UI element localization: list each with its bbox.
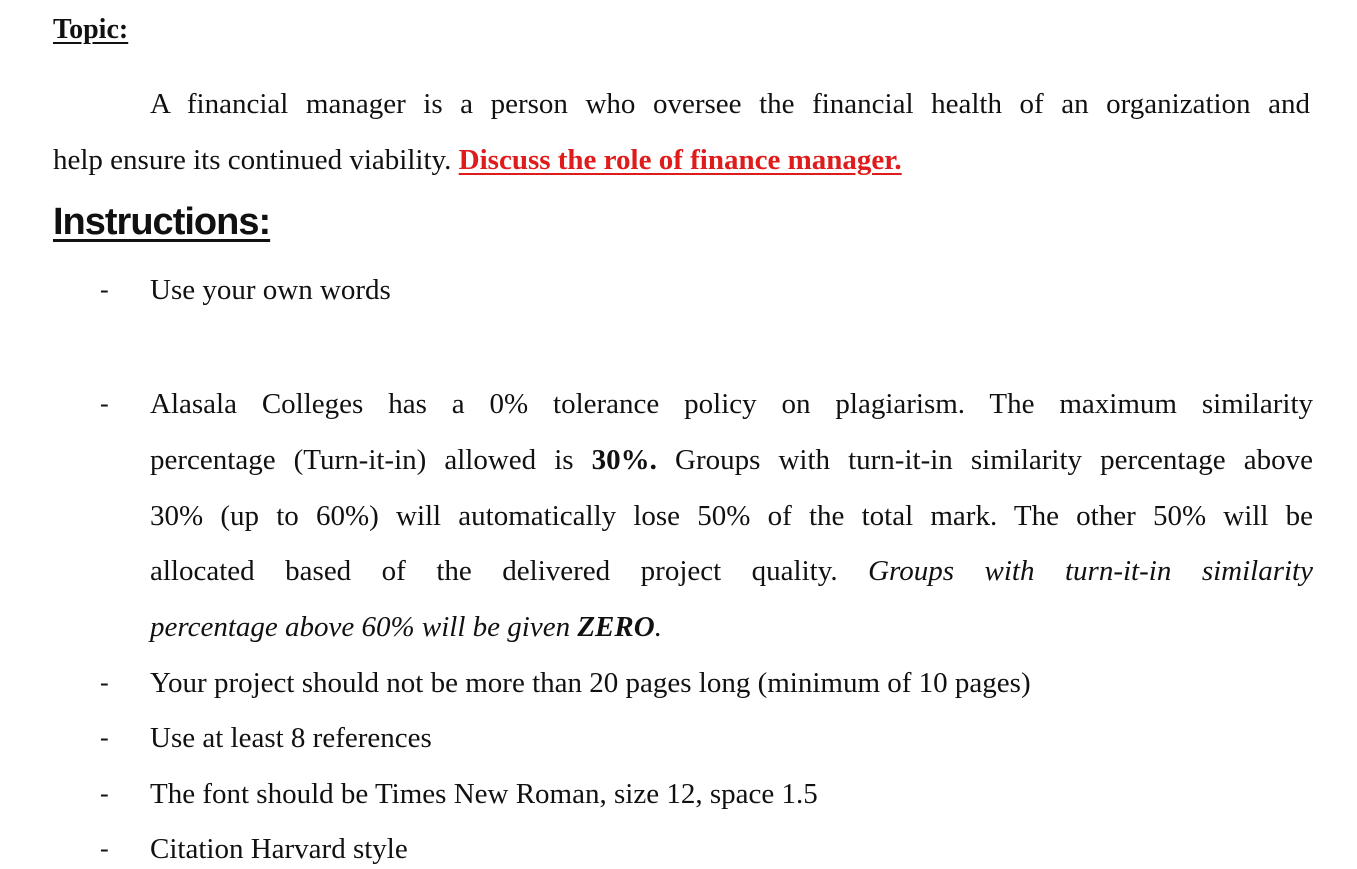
plagiarism-italic-text: percentage above 60% will be given	[150, 611, 571, 643]
topic-heading: Topic:	[53, 14, 129, 45]
plagiarism-text: allocated based of the delivered project quality.	[150, 555, 838, 587]
similarity-limit: 30%.	[591, 444, 657, 476]
plagiarism-line-5	[150, 607, 662, 647]
bullet-dash: -	[100, 389, 109, 418]
plagiarism-text: Groups with turn-it-in similarity percentage above	[675, 444, 1313, 476]
zero-emphasis: ZERO	[577, 611, 655, 643]
instruction-references: Use at least 8 references	[150, 722, 432, 754]
bullet-dash: -	[100, 668, 109, 697]
plagiarism-line-2	[150, 440, 1313, 480]
instruction-citation: Citation Harvard style	[150, 833, 408, 865]
bullet-dash: -	[100, 834, 109, 863]
instruction-font: The font should be Times New Roman, size 12, space 1.5	[150, 778, 818, 810]
instructions-heading: Instructions:	[53, 201, 271, 243]
bullet-dash: -	[100, 779, 109, 808]
task-statement: Discuss the role of finance manager.	[458, 144, 902, 176]
instruction-page-limit: Your project should not be more than 20 pages long (minimum of 10 pages)	[150, 667, 1031, 699]
instruction-own-words: Use your own words	[150, 274, 391, 306]
intro-paragraph-line-2	[53, 140, 902, 180]
intro-paragraph-line-1: A financial manager is a person who oversee the financial health of an organization and	[150, 88, 1310, 120]
plagiarism-italic-text: Groups with turn-it-in similarity	[868, 555, 1313, 587]
plagiarism-line-1: Alasala Colleges has a 0% tolerance policy on plagiarism. The maximum similarity	[150, 388, 1313, 420]
bullet-dash: -	[100, 723, 109, 752]
plagiarism-line-3: 30% (up to 60%) will automatically lose 50% of the total mark. The other 50% will be	[150, 500, 1313, 532]
period: .	[654, 611, 662, 643]
plagiarism-line-4	[150, 551, 1313, 591]
intro-text: help ensure its continued viability.	[53, 144, 452, 176]
bullet-dash: -	[100, 275, 109, 304]
plagiarism-text: percentage (Turn-it-in) allowed is	[150, 444, 574, 476]
